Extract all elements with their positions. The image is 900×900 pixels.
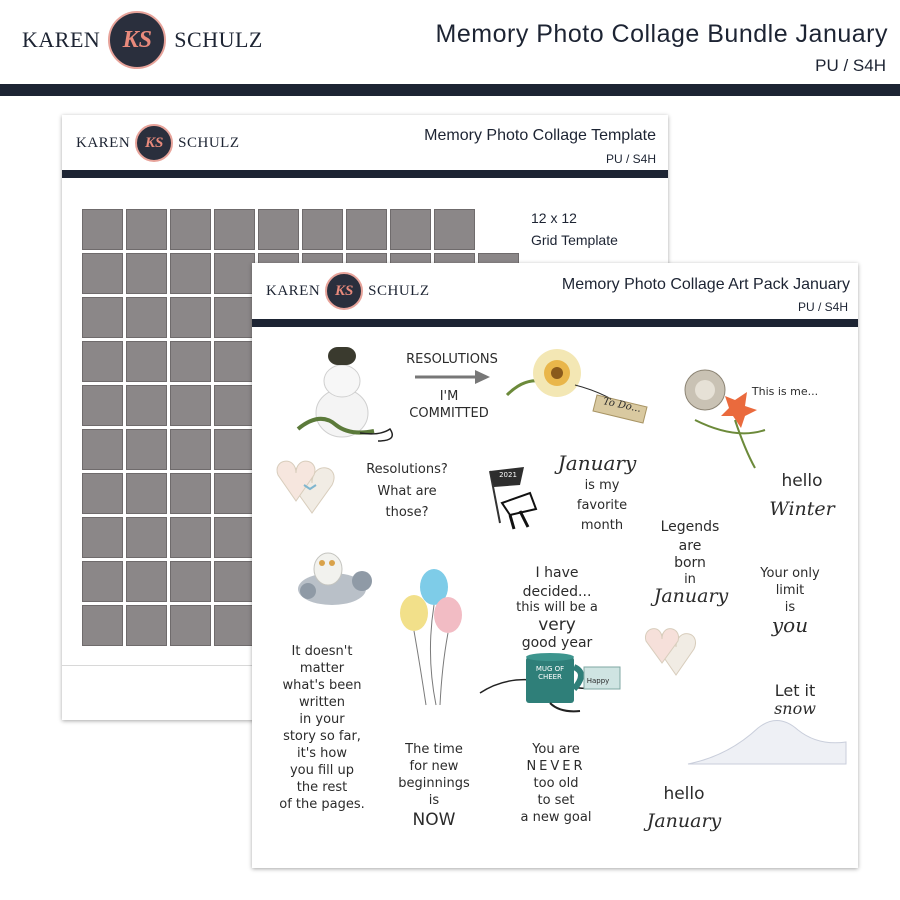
grid-cell [126,253,167,294]
word-art-matter-10: of the pages. [279,797,365,812]
grid-cell [82,209,123,250]
grid-cell [170,429,211,470]
grid-cell [82,385,123,426]
grid-cell [126,297,167,338]
word-art-never-5: a new goal [520,810,592,825]
word-art-legends-2: are [678,538,702,554]
grid-cell [258,209,299,250]
grid-cell [214,253,255,294]
word-art-res-q1: Resolutions? [366,462,448,477]
art-brand-last: SCHULZ [368,282,430,299]
grid-cell [346,209,387,250]
ks-monogram [108,11,166,69]
word-art-limit-3: is [784,600,796,615]
brand-logo [22,12,263,68]
grid-cell [214,429,255,470]
art-ks-monogram [325,272,363,310]
word-art-let-it-1: Let it [774,681,816,700]
template-brand-first: KAREN [76,134,131,151]
art-card-title: Memory Photo Collage Art Pack January [561,276,850,293]
snow-hill-illustration [688,698,848,768]
grid-cell [170,341,211,382]
template-card-subtitle: PU / S4H [605,152,656,166]
word-art-hello-jan-1: hello [663,784,705,804]
mug-illustration [470,653,630,723]
grid-cell [126,605,167,646]
word-art-never-2: NEVER [526,759,586,774]
page-title: Memory Photo Collage Bundle January [435,20,888,48]
word-art-matter-6: story so far, [283,729,361,744]
grid-cell [214,473,255,514]
grid-cell [170,561,211,602]
word-art-happy: Happy [586,677,610,685]
grid-cell [126,561,167,602]
hearts-illustration-2 [642,623,712,693]
word-art-resolutions: RESOLUTIONS [406,352,498,367]
word-art-jan-fav-3: month [580,518,624,533]
grid-cell [126,429,167,470]
word-art-matter-8: you fill up [289,763,355,778]
word-art-time-2: for new [409,759,459,774]
template-ks-text: KS [144,134,164,151]
grid-cell [82,297,123,338]
word-art-legends-4: in [684,572,696,587]
grid-cell [170,605,211,646]
grid-cell [82,517,123,558]
grid-cell [214,385,255,426]
word-art-decided-3: this will be a [516,600,598,615]
word-art-res-q2: What are [377,484,437,499]
grid-label-size: 12 x 12 [531,210,577,226]
template-brand-last: SCHULZ [178,134,240,151]
word-art-jan-fav-1: is my [584,478,620,493]
word-art-legends-1: Legends [660,519,720,535]
word-art-matter-2: matter [299,661,345,676]
word-art-to-do: To Do... [602,396,642,415]
word-art-jan-fav-2: favorite [576,498,628,513]
word-art-hello-jan-2: January [646,810,722,832]
grid-cell [170,297,211,338]
art-pack-card [252,263,858,868]
word-art-matter-1: It doesn't [291,644,353,659]
grid-cell [170,209,211,250]
word-art-limit-2: limit [775,583,805,598]
word-art-time-5: NOW [412,810,456,830]
grid-cell [214,517,255,558]
word-art-never-1: You are [532,742,580,757]
brand-last-name: SCHULZ [174,27,263,52]
grid-cell [126,517,167,558]
grid-cell [214,605,255,646]
word-art-decided-1: I have [535,565,579,581]
grid-cell [170,253,211,294]
template-card-title: Memory Photo Collage Template [424,127,656,144]
word-art-matter-7: it's how [296,746,347,761]
grid-cell [82,605,123,646]
grid-cell [214,341,255,382]
owl-illustration [292,543,387,613]
word-art-legends-3: born [674,555,706,571]
word-art-decided-2: decided... [522,584,592,600]
grid-cell [302,209,343,250]
art-brand-logo [266,271,430,311]
grid-cell [390,209,431,250]
snowman-illustration [290,341,400,441]
grid-cell [214,297,255,338]
art-ks-text: KS [334,282,354,299]
grid-cell [170,385,211,426]
grid-cell [82,253,123,294]
brand-first-name: KAREN [22,27,101,52]
word-art-time-4: is [428,793,440,808]
art-card-bar [252,319,858,327]
word-art-decided-4: very [538,615,576,635]
ks-monogram-text: KS [122,26,152,53]
art-card-subtitle: PU / S4H [797,300,848,314]
word-art-im: I'M [439,389,459,404]
word-art-matter-3: what's been [282,678,362,693]
word-art-never-4: to set [537,793,575,808]
grid-cell [170,517,211,558]
word-art-let-it-2: snow [774,699,816,718]
word-art-legends-5: January [653,585,729,607]
word-art-matter-5: in your [299,712,345,727]
word-art-time-3: beginnings [398,776,470,791]
word-art-mug: MUG OF CHEER [535,665,565,681]
arrow-icon [415,370,490,384]
word-art-hello-winter-2: Winter [769,498,835,520]
header-bar [0,84,900,96]
grid-cell [82,473,123,514]
grid-cell [434,209,475,250]
grid-cell [214,561,255,602]
word-art-res-q3: those? [385,505,429,520]
grid-cell [126,209,167,250]
word-art-decided-5: good year [521,635,593,651]
page-subtitle: PU / S4H [815,56,886,75]
word-art-jan-fav-script: January [557,451,637,475]
word-art-limit-1: Your only [760,566,820,581]
word-art-never-3: too old [533,776,579,791]
grid-cell [126,341,167,382]
word-art-limit-4: you [771,613,809,637]
word-art-matter-4: written [298,695,346,710]
this-is-me-illustration [675,360,795,470]
grid-cell [214,209,255,250]
word-art-time-1: The time [405,742,463,757]
balloons-illustration [396,565,476,715]
word-art-committed: COMMITTED [409,406,489,421]
word-art-tag-2021: 2021 [499,471,517,479]
grid-cell [82,429,123,470]
word-art-matter-9: the rest [296,780,348,795]
hearts-illustration-1 [272,455,352,525]
grid-cell [82,341,123,382]
word-art-this-is-me: This is me... [751,385,819,398]
grid-cell [126,385,167,426]
grid-cell [126,473,167,514]
word-art-hello-winter-1: hello [781,471,823,491]
grid-cell [170,473,211,514]
art-brand-first: KAREN [266,282,321,299]
grid-label-name: Grid Template [531,232,618,248]
grid-cell [82,561,123,602]
